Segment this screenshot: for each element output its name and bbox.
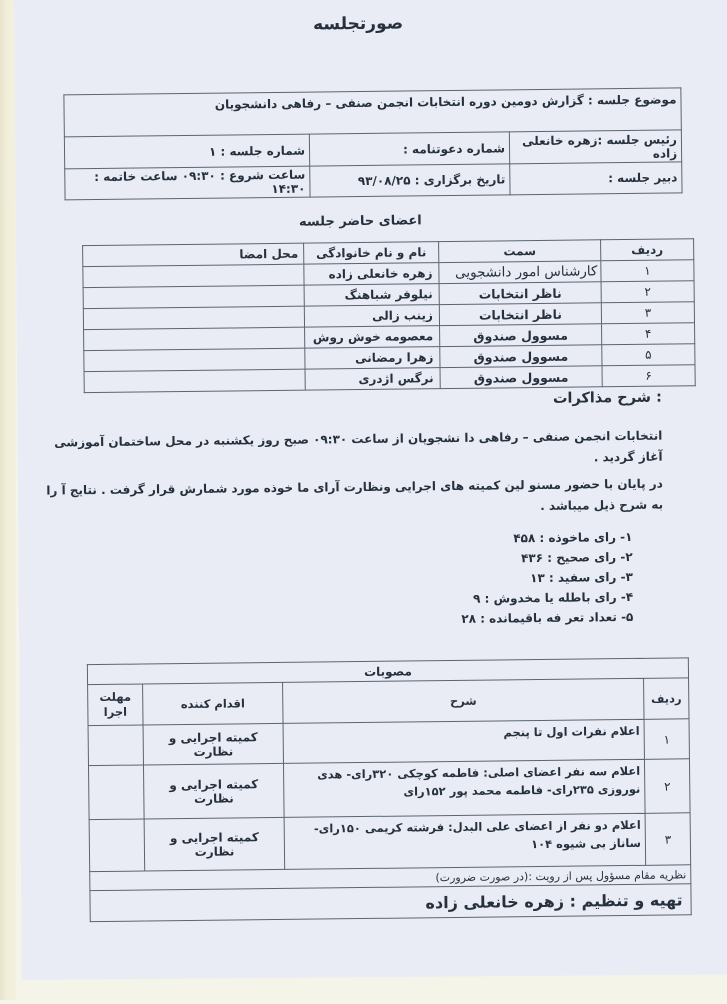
resolution-row bbox=[88, 759, 690, 820]
resolution-actor: کمیته اجرایی و نظارت bbox=[143, 723, 283, 765]
member-position: مسوول صندوق bbox=[440, 366, 602, 389]
resolutions-table bbox=[87, 657, 692, 922]
prepared-by: تهیه و تنظیم : زهره خانعلی زاده bbox=[90, 884, 691, 922]
result-line-remaining-ballots: ۵- تعداد تعر فه باقیمانده : ۲۸ bbox=[461, 609, 634, 626]
member-position: مسوول صندوق bbox=[440, 324, 602, 347]
result-line-valid-votes: ۲- رای صحیح : ۴۳۶ bbox=[520, 549, 633, 566]
member-number: ۵ bbox=[602, 344, 695, 366]
info-row bbox=[65, 162, 682, 200]
signature-cell bbox=[84, 348, 305, 372]
meeting-info-table bbox=[63, 87, 682, 200]
resolution-description: اعلام سه نفر اعضای اصلی: فاطمه کوچکی ۳۲۰رای- هدی نوروزی ۲۳۵رای- فاطمه محمد پور ۱۵۲رای bbox=[284, 759, 646, 817]
supervisor-note: نظریه مقام مسؤول پس از رویت :(در صورت ضرورت) bbox=[90, 865, 691, 891]
col-header-row-number: ردیف bbox=[644, 678, 689, 720]
col-header-signature: محل امضا bbox=[83, 243, 304, 267]
member-position: کارشناس امور دانشجویی bbox=[439, 261, 601, 284]
member-position: ناظر انتخابات bbox=[439, 303, 601, 326]
member-number: ۶ bbox=[602, 365, 695, 387]
deadline-cell bbox=[88, 725, 143, 766]
member-name: زینب زالی bbox=[304, 305, 439, 328]
resolutions-title: مصوبات bbox=[87, 658, 688, 685]
member-number: ۱ bbox=[601, 260, 694, 282]
result-line-void-votes: ۴- رای باطله یا مخدوش : ۹ bbox=[472, 589, 634, 606]
col-header-deadline: مهلت اجرا bbox=[88, 684, 144, 726]
vote-results-list bbox=[460, 527, 633, 629]
member-name: نیلوفر شباهنگ bbox=[304, 284, 439, 307]
resolution-number: ۳ bbox=[645, 813, 691, 866]
chairman-cell: رئیس جلسه :زهره خانعلی زاده bbox=[509, 130, 681, 164]
member-position: مسوول صندوق bbox=[440, 345, 602, 368]
deadline-cell bbox=[88, 765, 144, 820]
col-header-position: سمت bbox=[439, 240, 601, 263]
member-number: ۳ bbox=[601, 302, 694, 324]
document-title: صورتجلسه bbox=[312, 13, 404, 35]
resolution-number: ۱ bbox=[644, 719, 689, 760]
signature-cell bbox=[83, 285, 304, 309]
member-name: نرگس اژدری bbox=[305, 368, 440, 391]
resolution-row bbox=[89, 813, 691, 872]
result-line-blank-votes: ۳- رای سفید : ۱۳ bbox=[530, 569, 633, 586]
subject-row bbox=[64, 88, 681, 137]
signature-cell bbox=[84, 369, 305, 393]
resolution-number: ۲ bbox=[645, 759, 691, 814]
member-name: زهره خانعلی زاده bbox=[304, 263, 439, 286]
prepared-by-row bbox=[90, 884, 691, 922]
secretary-cell: دبیر جلسه : bbox=[510, 162, 682, 195]
resolution-actor: کمیته اجرایی و نظارت bbox=[144, 763, 285, 819]
meeting-subject: موضوع جلسه : گزارش دومین دوره انتخابات انجمن صنفی – رفاهی دانشجویان bbox=[64, 88, 681, 137]
member-name: معصومه خوش روش bbox=[305, 326, 440, 349]
session-number-cell: شماره جلسه : ۱ bbox=[64, 134, 309, 169]
member-name: زهرا رمضانی bbox=[305, 347, 440, 370]
date-cell: تاریخ برگزاری : ۹۳/۰۸/۲۵ bbox=[310, 164, 510, 197]
resolutions-header-row bbox=[88, 678, 689, 726]
resolution-description: اعلام نفرات اول تا پنجم bbox=[283, 719, 644, 763]
invitation-number-cell: شماره دعوتنامه : bbox=[309, 132, 509, 166]
col-header-row-number: ردیف bbox=[601, 239, 694, 261]
member-number: ۲ bbox=[601, 281, 694, 303]
members-heading: اعضای حاضر جلسه bbox=[298, 213, 422, 230]
resolution-actor: کمیته اجرایی و نظارت bbox=[144, 817, 285, 871]
member-position: ناظر انتخابات bbox=[439, 282, 601, 305]
minutes-paragraph-1: انتخابات انجمن صنفی – رفاهی دا نشجویان از ساعت ۰۹:۳۰ صبح روز یکشنبه در محل ساختمان آموزشی آغاز گردید . bbox=[54, 428, 663, 465]
signature-cell bbox=[83, 306, 304, 330]
result-line-total-votes: ۱- رای ماخوذه : ۴۵۸ bbox=[513, 529, 633, 546]
signature-cell bbox=[83, 264, 304, 288]
time-cell: ساعت شروع : ۰۹:۳۰ ساعت خاتمه : ۱۴:۳۰ bbox=[65, 166, 310, 200]
col-header-actor: اقدام کننده bbox=[143, 682, 283, 725]
col-header-name: نام و نام خانوادگی bbox=[304, 242, 439, 265]
member-number: ۴ bbox=[602, 323, 695, 345]
col-header-description: شرح bbox=[283, 678, 644, 723]
minutes-heading: شرح مذاکرات : bbox=[552, 389, 662, 407]
signature-cell bbox=[84, 327, 305, 351]
minutes-paragraph-2: در پایان با حضور مسنو لین کمیته های اجرایی ونظارت آرای ما خوذه مورد شمارش قرار گرفت . نتایج آ را به شرح ذیل میباشد . bbox=[46, 476, 664, 513]
resolution-description: اعلام دو نفر از اعضای علی البدل: فرشته کریمی ۱۵۰رای- ساناز بی شیوه ۱۰۴ bbox=[284, 813, 646, 869]
resolution-row bbox=[88, 719, 689, 766]
members-table bbox=[82, 238, 696, 393]
deadline-cell bbox=[89, 819, 145, 872]
